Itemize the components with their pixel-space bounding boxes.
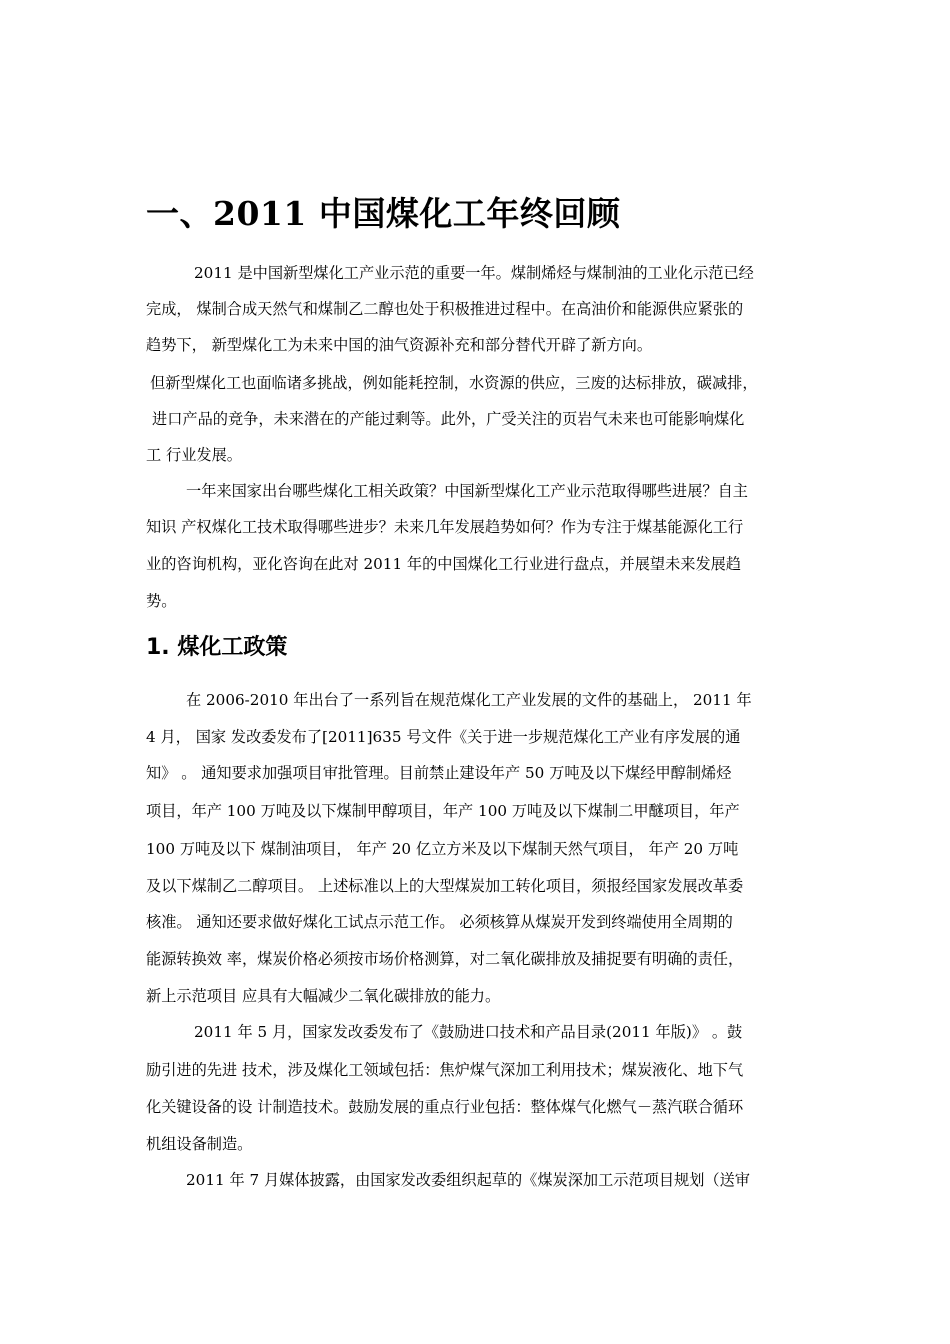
text-line: 业的咨询机构，亚化咨询在此对 2011 年的中国煤化工行业进行盘点，并展望未来发展趋 bbox=[146, 555, 742, 573]
text-line: 知识 产权煤化工技术取得哪些进步？未来几年发展趋势如何？作为专注于煤基能源化工行 bbox=[146, 518, 744, 536]
text-line: 进口产品的竞争，未来潜在的产能过剩等。此外，广受关注的页岩气未来也可能影响煤化 bbox=[152, 410, 745, 428]
section-heading: 1. 煤化工政策 bbox=[146, 635, 288, 660]
text-line: 项目，年产 100 万吨及以下煤制甲醇项目，年产 100 万吨及以下煤制二甲醚项目，年产 bbox=[146, 802, 740, 820]
text-line: 2011 年 5 月，国家发改委发布了《鼓励进口技术和产品目录(2011 年版)》 。鼓 bbox=[194, 1023, 743, 1041]
text-line: 励引进的先进 技术，涉及煤化工领域包括：焦炉煤气深加工利用技术；煤炭液化、地下气 bbox=[146, 1061, 744, 1079]
text-line: 工 行业发展。 bbox=[146, 446, 242, 464]
text-line: 化关键设备的设 计制造技术。鼓励发展的重点行业包括：整体煤气化燃气－蒸汽联合循环 bbox=[146, 1098, 744, 1116]
text-line: 势。 bbox=[146, 592, 177, 610]
text-line: 能源转换效 率，煤炭价格必须按市场价格测算，对二氧化碳排放及捕捉要有明确的责任， bbox=[146, 950, 744, 968]
text-line: 2011 是中国新型煤化工产业示范的重要一年。煤制烯烃与煤制油的工业化示范已经 bbox=[194, 264, 754, 282]
main-heading: 一、2011 中国煤化工年终回顾 bbox=[146, 194, 621, 233]
text-line: 一年来国家出台哪些煤化工相关政策？中国新型煤化工产业示范取得哪些进展？自主 bbox=[186, 482, 748, 500]
text-line: 但新型煤化工也面临诸多挑战，例如能耗控制，水资源的供应，三废的达标排放，碳减排， bbox=[150, 374, 758, 392]
text-line: 机组设备制造。 bbox=[146, 1135, 253, 1153]
text-line: 趋势下， 新型煤化工为未来中国的油气资源补充和部分替代开辟了新方向。 bbox=[146, 336, 653, 354]
text-line: 及以下煤制乙二醇项目。 上述标准以上的大型煤炭加工转化项目，须报经国家发展改革委 bbox=[146, 877, 744, 895]
text-line: 知》 。 通知要求加强项目审批管理。目前禁止建设年产 50 万吨及以下煤经甲醇制烯烃 bbox=[146, 764, 732, 782]
text-line: 100 万吨及以下 煤制油项目， 年产 20 亿立方米及以下煤制天然气项目， 年产 20 万吨 bbox=[146, 840, 739, 858]
text-line: 2011 年 7 月媒体披露，由国家发改委组织起草的《煤炭深加工示范项目规划（送审 bbox=[186, 1171, 750, 1189]
text-line: 完成， 煤制合成天然气和煤制乙二醇也处于积极推进过程中。在高油价和能源供应紧张的 bbox=[146, 300, 744, 318]
text-line: 4 月， 国家 发改委发布了[2011]635 号文件《关于进一步规范煤化工产业有序发展的通 bbox=[146, 728, 741, 746]
text-line: 在 2006-2010 年出台了一系列旨在规范煤化工产业发展的文件的基础上， 2011 年 bbox=[186, 691, 752, 709]
text-line: 核准。 通知还要求做好煤化工试点示范工作。 必须核算从煤炭开发到终端使用全周期的 bbox=[146, 913, 733, 931]
text-line: 新上示范项目 应具有大幅减少二氧化碳排放的能力。 bbox=[146, 987, 501, 1005]
